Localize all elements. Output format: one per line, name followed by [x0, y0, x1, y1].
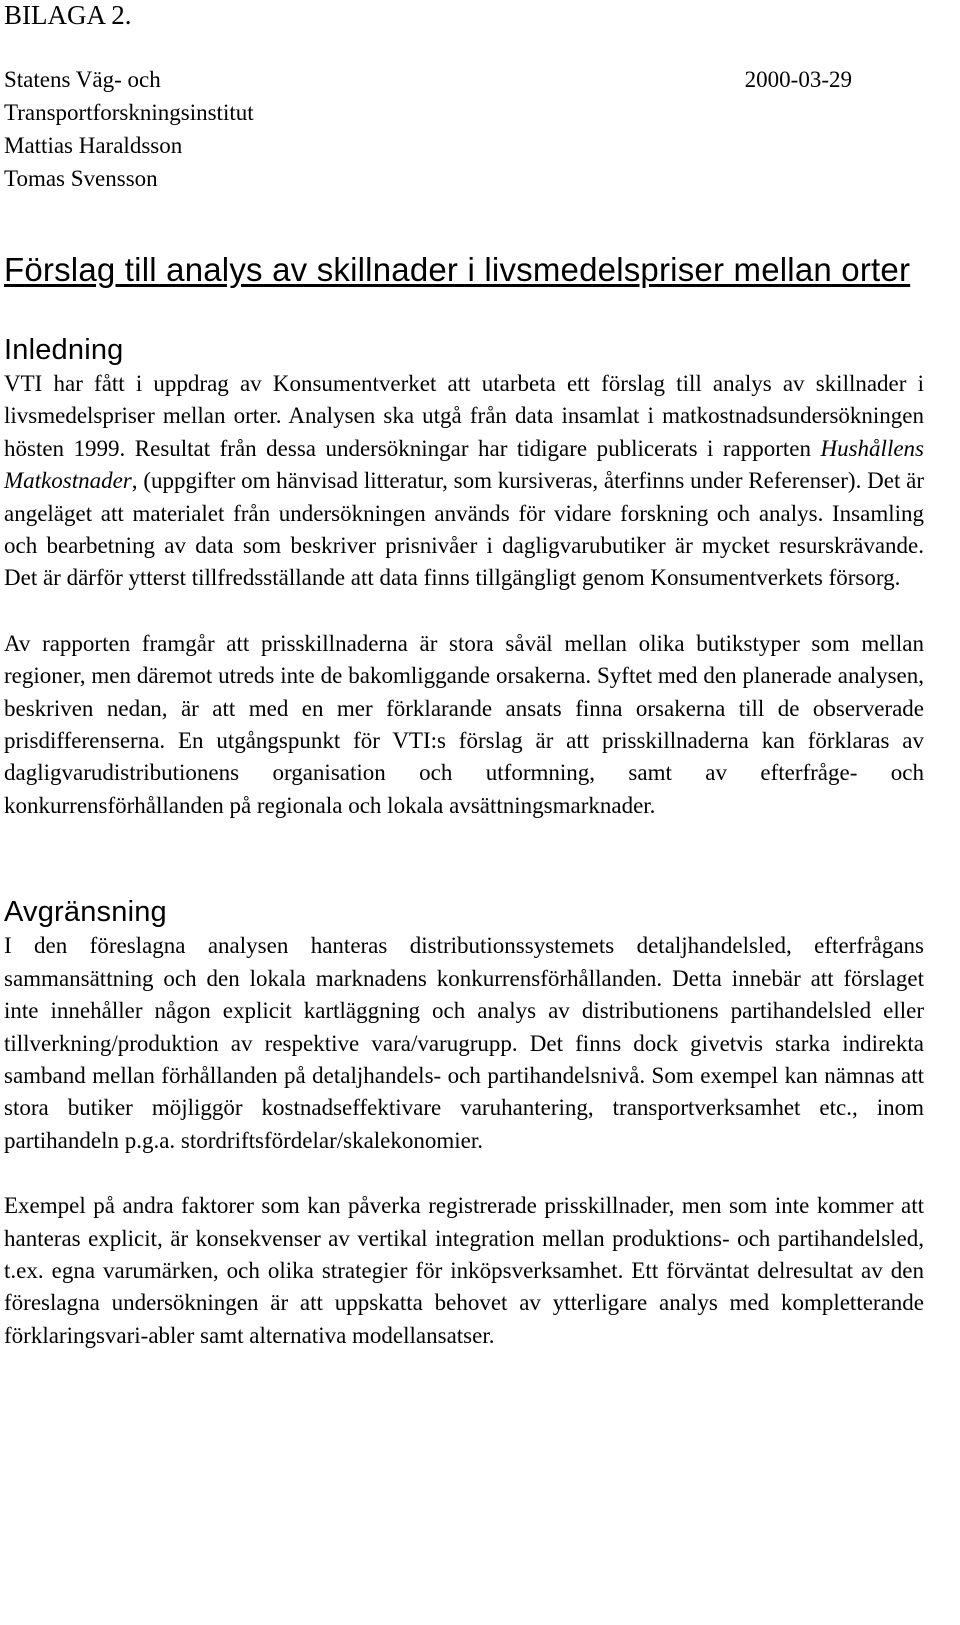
document-title: Förslag till analys av skillnader i livsmedelspriser mellan orter: [4, 251, 911, 288]
scope-paragraph-2: Exempel på andra faktorer som kan påverka registrerade prisskillnader, men som inte kommer att hanteras explicit, är konsekvenser av vertikal integration mellan produktions- och partihandelsled, t.ex. egna varumärken, och olika strategier för inköpsverksamhet. Ett förväntat delresultat av den föreslagna undersökningen är att uppskatta behovet av ytterligare analys med kompletterande förklaringsvari-abler samt alternativa modellansatser.: [4, 1193, 924, 1348]
intro-p1-text-b: , (uppgifter om hänvisad litteratur, som kursiveras, återfinns under Referenser). Det är angeläget att materialet från undersökningen används för vidare forskning och analys. Insamling och bearbetning av data som beskriver prisnivåer i dagligvarubutiker är mycket resurskrävande. Det är därför ytterst tillfredsställande att data finns tillgängligt genom Konsumentverkets försorg.: [4, 468, 924, 591]
intro-paragraph-2: Av rapporten framgår att prisskillnaderna är stora såväl mellan olika butikstyper som mellan regioner, men däremot utreds inte de bakomliggande orsakerna. Syftet med den planerade analysen, beskriven nedan, är att med en mer förklarande ansats finna orsakerna till de observerade prisdifferenserna. En utgångspunkt för VTI:s förslag är att prisskillnaderna kan förklaras av dagligvarudistributionens organisation och utformning, samt av efterfråge- och konkurrensförhållanden på regionala och lokala avsättningsmarknader.: [4, 630, 924, 818]
intro-paragraph-1: [4, 368, 924, 595]
institute-line-2: Transportforskningsinstitut: [4, 100, 254, 125]
document-header: [4, 63, 924, 195]
intro-p1-text-a: VTI har fått i uppdrag av Konsumentverket att utarbeta ett förslag till analys av skillnader i livsmedelspriser mellan orter. Analysen ska utgå från data insamlat i matkostnadsundersökningen hösten 1999. Resultat från dessa undersökningar har tidigare publicerats i rapporten: [4, 371, 924, 461]
scope-paragraph-1: I den föreslagna analysen hanteras distributionssystemets detaljhandelsled, efterfrågans sammansättning och den lokala marknadens konkurrensförhållanden. Detta innebär att förslaget inte innehåller någon explicit kartläggning och analys av distributionens partihandelsled eller tillverkning/produktion av respektive vara/varugrupp. Det finns dock givetvis starka indirekta samband mellan förhållanden på detaljhandels- och partihandelsnivå. Som exempel kan nämnas att stora butiker möjliggör kostnadseffektivare varuhantering, transportverksamhet etc., inom partihandeln p.g.a. stordriftsfördelar/skalekonomier.: [4, 933, 924, 1153]
author-2: Tomas Svensson: [4, 166, 158, 191]
appendix-label: BILAGA 2.: [4, 0, 132, 30]
section-heading-scope: Avgränsning: [4, 896, 167, 929]
report-title-italic: Hushållens Matkostnader: [4, 435, 924, 494]
document-page: [4, 0, 924, 1352]
section-heading-intro: Inledning: [4, 334, 124, 366]
author-1: Mattias Haraldsson: [4, 133, 183, 158]
institute-line-1: Statens Väg- och: [4, 67, 161, 92]
document-date: 2000-03-29: [744, 67, 852, 92]
